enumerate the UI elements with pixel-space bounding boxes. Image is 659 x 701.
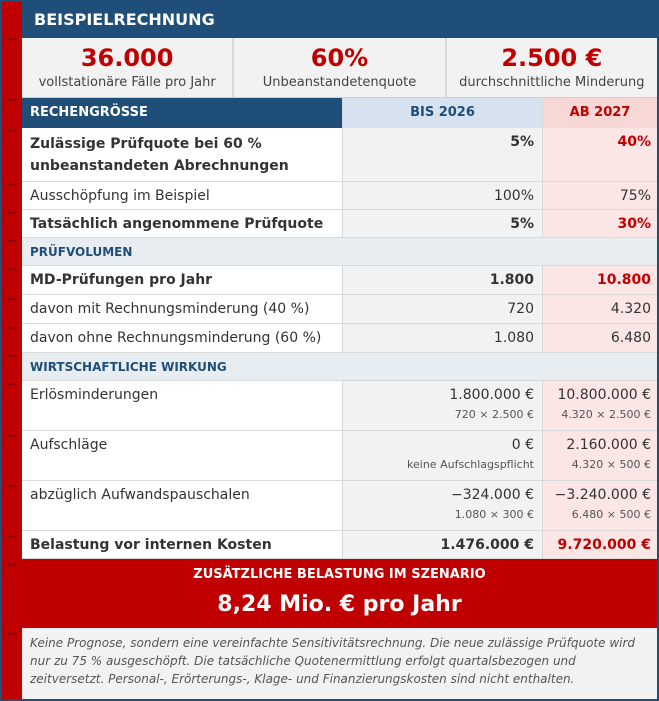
total-banner <box>22 559 657 628</box>
section-economic: WIRTSCHAFTLICHE WIRKUNG <box>22 353 657 381</box>
table-row <box>22 431 657 481</box>
value-2026: 720 <box>507 301 534 317</box>
kpi-quota <box>234 38 446 97</box>
header-metric: RECHENGRÖSSE <box>22 98 342 128</box>
kpi-value: 2.500 € <box>501 44 603 72</box>
table-row <box>22 266 657 295</box>
formula-2027: 6.480 × 500 € <box>571 508 651 521</box>
value-2027: −3.240.000 € <box>554 487 651 503</box>
value-2026: 5% <box>510 134 534 150</box>
header-from-2027: AB 2027 <box>542 98 657 128</box>
row-label: davon ohne Rechnungsminderung (60 %) <box>22 324 342 352</box>
total-2026: 1.476.000 € <box>440 536 534 553</box>
value-2027: 40% <box>617 134 651 150</box>
row-label: Aufschläge <box>22 431 342 480</box>
kpi-label: durchschnittliche Minderung <box>459 75 645 90</box>
card-title: BEISPIELRECHNUNG <box>22 2 657 38</box>
row-label: MD-Prüfungen pro Jahr <box>22 266 342 294</box>
kpi-value: 60% <box>310 44 369 72</box>
kpi-label: vollstationäre Fälle pro Jahr <box>38 75 216 90</box>
kpi-row <box>22 38 657 98</box>
section-volume: PRÜFVOLUMEN <box>22 238 657 266</box>
table-row <box>22 182 657 210</box>
value-2026: 5% <box>510 215 534 232</box>
value-2026: 1.800.000 € <box>449 387 534 403</box>
accent-stripe <box>2 2 22 699</box>
banner-label: ZUSÄTZLICHE BELASTUNG IM SZENARIO <box>193 567 486 582</box>
table-row <box>22 210 657 238</box>
row-label: abzüglich Aufwandspauschalen <box>22 481 342 530</box>
formula-2026: 720 × 2.500 € <box>454 408 534 421</box>
kpi-reduction <box>447 38 657 97</box>
total-2027: 9.720.000 € <box>557 536 651 553</box>
value-2026: 100% <box>493 187 534 204</box>
value-2026: 0 € <box>511 437 534 453</box>
row-label: Tatsächlich angenommene Prüfquote <box>22 210 342 237</box>
kpi-label: Unbeanstandetenquote <box>262 75 417 90</box>
total-row <box>22 531 657 559</box>
value-2026: 1.080 <box>493 330 534 346</box>
row-label: Zulässige Prüfquote bei 60 % unbeanstandeten Abrechnungen <box>22 128 342 181</box>
table-header <box>22 98 657 128</box>
table-row <box>22 324 657 353</box>
value-2027: 2.160.000 € <box>566 437 651 453</box>
row-label: Ausschöpfung im Beispiel <box>22 182 342 209</box>
table-row <box>22 481 657 531</box>
banner-value: 8,24 Mio. € pro Jahr <box>217 592 462 617</box>
footnote: Keine Prognose, sondern eine vereinfachte Sensitivitätsrechnung. Die neue zulässige Prüfquote wird nur zu 75 % ausgeschöpft. Die tatsächliche Quotenermittlung erfolgt quartalsbezogen und zeitversetzt. Personal-, Erörterungs-, Klage- und Finanzierungskosten sind nicht enthalten. <box>22 628 657 694</box>
formula-2026: keine Aufschlagspflicht <box>407 458 534 471</box>
value-2027: 10.800.000 € <box>557 387 651 403</box>
value-2027: 30% <box>617 215 651 232</box>
formula-2027: 4.320 × 500 € <box>571 458 651 471</box>
row-label: Erlösminderungen <box>22 381 342 430</box>
value-2027: 6.480 <box>610 330 651 346</box>
value-2027: 4.320 <box>610 301 651 317</box>
kpi-value: 36.000 <box>80 44 174 72</box>
table-row <box>22 128 657 182</box>
row-label: Belastung vor internen Kosten <box>22 531 342 558</box>
header-until-2026: BIS 2026 <box>342 98 542 128</box>
formula-2027: 4.320 × 2.500 € <box>561 408 651 421</box>
value-2027: 10.800 <box>596 272 651 288</box>
value-2027: 75% <box>619 187 651 204</box>
row-label: davon mit Rechnungsminderung (40 %) <box>22 295 342 323</box>
table-row <box>22 295 657 324</box>
value-2026: 1.800 <box>489 272 534 288</box>
table-row <box>22 381 657 431</box>
formula-2026: 1.080 × 300 € <box>454 508 534 521</box>
kpi-cases <box>22 38 234 97</box>
value-2026: −324.000 € <box>451 487 534 503</box>
